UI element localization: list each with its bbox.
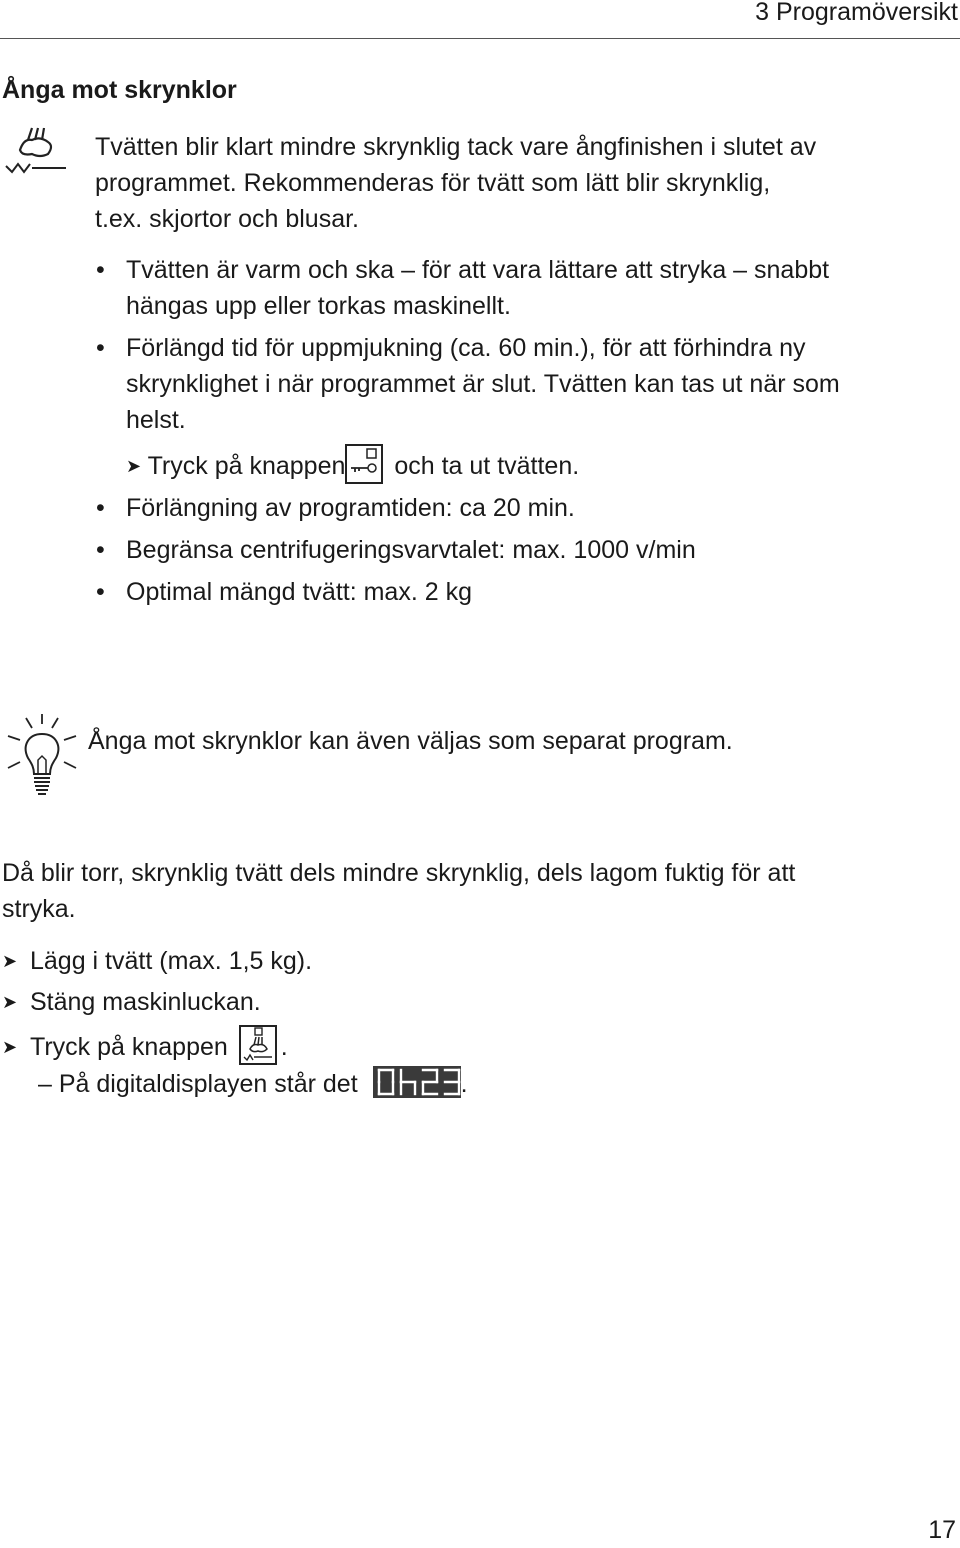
step-text: Tryck på knappen (30, 1033, 228, 1061)
list-item-text: Optimal mängd tvätt: max. 2 kg (126, 578, 472, 606)
intro-line: Tvätten blir klart mindre skrynklig tack vare ångfinishen i slutet av (95, 133, 817, 161)
list-item-line: skrynklighet i när programmet är slut. Tvätten kan tas ut när som (126, 370, 840, 398)
instruction-step (2, 984, 261, 1020)
step-text-suffix: . (280, 1033, 288, 1061)
list-item-line: helst. (126, 406, 186, 434)
bullet-icon: • (96, 256, 105, 284)
list-item-text: Begränsa centrifugeringsvarvtalet: max. 1000 v/min (126, 536, 696, 564)
list-item (96, 490, 840, 526)
arrow-icon: ➤ (126, 456, 142, 476)
tip-text: Ånga mot skrynklor kan även väljas som separat program. (88, 727, 733, 755)
instruction-step (2, 943, 312, 979)
intro-line: t.ex. skjortor och blusar. (95, 205, 360, 233)
intro-line: programmet. Rekommenderas för tvätt som lätt blir skrynklig, (95, 169, 771, 197)
arrow-icon: ➤ (2, 951, 18, 971)
list-item-line: Förlängd tid för uppmjukning (ca. 60 min.), för att förhindra ny (126, 334, 806, 362)
sub-step (96, 444, 840, 484)
arrow-icon: ➤ (2, 992, 18, 1012)
door-key-button-icon (345, 444, 383, 484)
list-item (96, 532, 840, 568)
list-item (96, 252, 840, 324)
step-text: Lägg i tvätt (max. 1,5 kg). (30, 947, 313, 975)
bullet-icon: • (96, 494, 105, 522)
arrow-icon: ➤ (2, 1037, 18, 1057)
result-text: – På digitaldisplayen står det (38, 1070, 358, 1098)
digital-display (373, 1066, 461, 1098)
feature-list (96, 252, 840, 610)
dry-line: Då blir torr, skrynklig tvätt dels mindre skrynklig, dels lagom fuktig för att (2, 859, 796, 887)
section-title: Ånga mot skrynklor (2, 76, 237, 104)
sub-step-text: och ta ut tvätten. (394, 452, 580, 480)
result-line (38, 1066, 468, 1102)
list-item-line: hängas upp eller torkas maskinellt. (126, 292, 511, 320)
header-title: 3 Programöversikt (755, 0, 958, 26)
sub-step-text: Tryck på knappen (147, 452, 346, 480)
list-item-line: Tvätten är varm och ska – för att vara lättare att stryka – snabbt (126, 256, 830, 284)
dry-paragraph (2, 855, 795, 927)
result-suffix: . (460, 1070, 468, 1098)
instruction-step (2, 1025, 288, 1065)
list-item-text: Förlängning av programtiden: ca 20 min. (126, 494, 575, 522)
page-number: 17 (928, 1516, 956, 1544)
steam-icon (2, 124, 68, 180)
bullet-icon: • (96, 578, 105, 606)
step-text: Stäng maskinluckan. (30, 988, 261, 1016)
bullet-icon: • (96, 536, 105, 564)
steam-button-icon (239, 1025, 277, 1065)
dry-line: stryka. (2, 895, 76, 923)
header-rule (0, 38, 960, 39)
bullet-icon: • (96, 334, 105, 362)
intro-paragraph (95, 129, 816, 237)
list-item (96, 330, 840, 438)
light-bulb-icon (2, 712, 86, 802)
list-item (96, 574, 840, 610)
